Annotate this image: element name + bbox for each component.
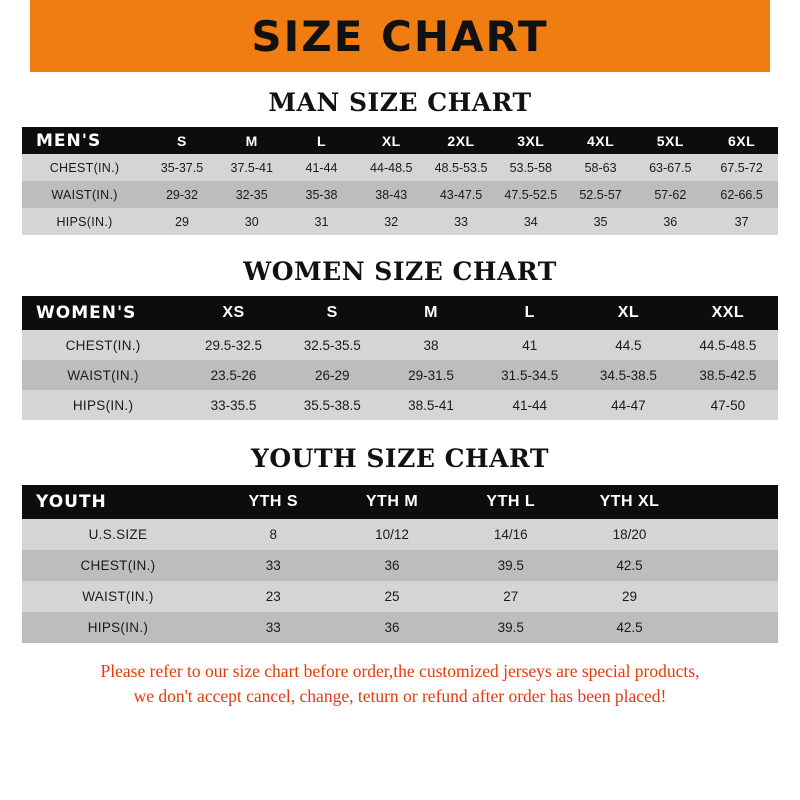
youth-hips-xl: 42.5	[570, 612, 689, 643]
men-hips-xl: 32	[356, 208, 426, 235]
women-header-xxl: XXL	[678, 296, 778, 330]
youth-chest-m: 36	[333, 550, 452, 581]
men-hips-4xl: 35	[566, 208, 636, 235]
footer-disclaimer	[22, 659, 778, 710]
men-header-xl: XL	[356, 127, 426, 154]
table-row	[22, 550, 778, 581]
men-size-table	[22, 127, 778, 235]
table-row	[22, 181, 778, 208]
women-waist-l: 31.5-34.5	[480, 360, 579, 390]
men-hips-m: 30	[217, 208, 287, 235]
youth-header-spacer	[689, 485, 778, 519]
men-waist-xl: 38-43	[356, 181, 426, 208]
youth-row-chest-label: CHEST(IN.)	[22, 550, 214, 581]
women-row-waist-label: WAIST(IN.)	[22, 360, 184, 390]
women-chest-s: 32.5-35.5	[283, 330, 382, 360]
women-header-l: L	[480, 296, 579, 330]
table-row	[22, 360, 778, 390]
men-chest-xl: 44-48.5	[356, 154, 426, 181]
youth-size-table	[22, 485, 778, 643]
women-hips-s: 35.5-38.5	[283, 390, 382, 420]
women-chest-xs: 29.5-32.5	[184, 330, 283, 360]
women-header-m: M	[382, 296, 481, 330]
youth-header-l: YTH L	[451, 485, 570, 519]
women-waist-s: 26-29	[283, 360, 382, 390]
table-row	[22, 519, 778, 550]
men-waist-3xl: 47.5-52.5	[496, 181, 566, 208]
chart-content	[0, 88, 800, 710]
youth-hips-spacer	[689, 612, 778, 643]
women-chest-xl: 44.5	[579, 330, 678, 360]
page-title: SIZE CHART	[251, 11, 549, 61]
women-hips-xxl: 47-50	[678, 390, 778, 420]
women-chest-xxl: 44.5-48.5	[678, 330, 778, 360]
men-row-waist-label: WAIST(IN.)	[22, 181, 147, 208]
women-size-table	[22, 296, 778, 420]
youth-row-hips-label: HIPS(IN.)	[22, 612, 214, 643]
youth-hips-l: 39.5	[451, 612, 570, 643]
men-waist-4xl: 52.5-57	[566, 181, 636, 208]
table-row	[22, 208, 778, 235]
youth-waist-m: 25	[333, 581, 452, 612]
men-hips-6xl: 37	[705, 208, 778, 235]
youth-waist-xl: 29	[570, 581, 689, 612]
youth-chest-xl: 42.5	[570, 550, 689, 581]
youth-header-label: YOUTH	[22, 485, 214, 519]
men-waist-m: 32-35	[217, 181, 287, 208]
women-chest-m: 38	[382, 330, 481, 360]
men-chest-3xl: 53.5-58	[496, 154, 566, 181]
men-hips-l: 31	[287, 208, 357, 235]
men-chest-s: 35-37.5	[147, 154, 217, 181]
men-hips-3xl: 34	[496, 208, 566, 235]
men-chest-6xl: 67.5-72	[705, 154, 778, 181]
youth-waist-s: 23	[214, 581, 333, 612]
youth-section-title: YOUTH SIZE CHART	[251, 444, 549, 473]
table-row	[22, 612, 778, 643]
men-header-5xl: 5XL	[635, 127, 705, 154]
table-row	[22, 330, 778, 360]
men-header-2xl: 2XL	[426, 127, 496, 154]
table-header-row	[22, 127, 778, 154]
footer-line-2: we don't accept cancel, change, teturn or refund after order has been placed!	[133, 686, 667, 707]
women-chest-l: 41	[480, 330, 579, 360]
men-hips-2xl: 33	[426, 208, 496, 235]
men-row-hips-label: HIPS(IN.)	[22, 208, 147, 235]
women-hips-m: 38.5-41	[382, 390, 481, 420]
footer-line-1: Please refer to our size chart before order,the customized jerseys are special products,	[100, 661, 700, 681]
women-header-xs: XS	[184, 296, 283, 330]
table-header-row	[22, 296, 778, 330]
youth-header-m: YTH M	[333, 485, 452, 519]
table-header-row	[22, 485, 778, 519]
men-hips-s: 29	[147, 208, 217, 235]
men-chest-m: 37.5-41	[217, 154, 287, 181]
youth-row-ussize-label: U.S.SIZE	[22, 519, 214, 550]
men-hips-5xl: 36	[635, 208, 705, 235]
table-row	[22, 390, 778, 420]
men-header-6xl: 6XL	[705, 127, 778, 154]
men-waist-s: 29-32	[147, 181, 217, 208]
men-waist-5xl: 57-62	[635, 181, 705, 208]
youth-ussize-s: 8	[214, 519, 333, 550]
women-waist-xl: 34.5-38.5	[579, 360, 678, 390]
women-row-chest-label: CHEST(IN.)	[22, 330, 184, 360]
youth-chest-spacer	[689, 550, 778, 581]
youth-waist-l: 27	[451, 581, 570, 612]
youth-ussize-spacer	[689, 519, 778, 550]
women-row-hips-label: HIPS(IN.)	[22, 390, 184, 420]
youth-chest-l: 39.5	[451, 550, 570, 581]
men-waist-l: 35-38	[287, 181, 357, 208]
youth-row-waist-label: WAIST(IN.)	[22, 581, 214, 612]
youth-ussize-m: 10/12	[333, 519, 452, 550]
men-header-m: M	[217, 127, 287, 154]
men-chest-2xl: 48.5-53.5	[426, 154, 496, 181]
women-header-s: S	[283, 296, 382, 330]
men-header-l: L	[287, 127, 357, 154]
men-header-s: S	[147, 127, 217, 154]
banner-right-notch	[770, 0, 800, 72]
men-row-chest-label: CHEST(IN.)	[22, 154, 147, 181]
women-section-title: WOMEN SIZE CHART	[243, 257, 557, 286]
men-waist-2xl: 43-47.5	[426, 181, 496, 208]
youth-waist-spacer	[689, 581, 778, 612]
youth-hips-s: 33	[214, 612, 333, 643]
women-waist-xs: 23.5-26	[184, 360, 283, 390]
women-header-label: WOMEN'S	[22, 296, 184, 330]
men-header-3xl: 3XL	[496, 127, 566, 154]
men-header-4xl: 4XL	[566, 127, 636, 154]
youth-chest-s: 33	[214, 550, 333, 581]
page-banner	[0, 0, 800, 72]
women-waist-xxl: 38.5-42.5	[678, 360, 778, 390]
women-header-xl: XL	[579, 296, 678, 330]
women-hips-l: 41-44	[480, 390, 579, 420]
men-chest-5xl: 63-67.5	[635, 154, 705, 181]
youth-header-xl: YTH XL	[570, 485, 689, 519]
youth-ussize-l: 14/16	[451, 519, 570, 550]
youth-ussize-xl: 18/20	[570, 519, 689, 550]
men-section-title: MAN SIZE CHART	[268, 88, 532, 117]
youth-header-s: YTH S	[214, 485, 333, 519]
women-hips-xl: 44-47	[579, 390, 678, 420]
women-hips-xs: 33-35.5	[184, 390, 283, 420]
table-row	[22, 581, 778, 612]
men-chest-l: 41-44	[287, 154, 357, 181]
men-chest-4xl: 58-63	[566, 154, 636, 181]
women-waist-m: 29-31.5	[382, 360, 481, 390]
men-header-label: MEN'S	[22, 127, 147, 154]
banner-left-notch	[0, 0, 30, 72]
youth-hips-m: 36	[333, 612, 452, 643]
men-waist-6xl: 62-66.5	[705, 181, 778, 208]
table-row	[22, 154, 778, 181]
